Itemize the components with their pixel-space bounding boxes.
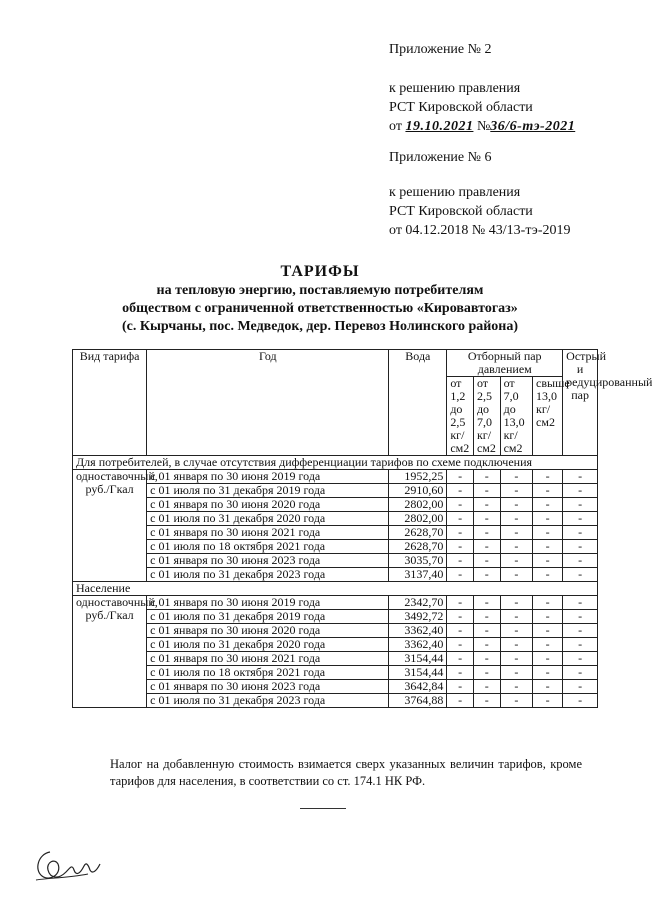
dash-cell: -: [533, 610, 563, 624]
dash-cell: -: [473, 652, 500, 666]
period-cell: с 01 июля по 31 декабря 2023 года: [147, 568, 389, 582]
dash-cell: -: [533, 498, 563, 512]
table-row: [73, 540, 598, 554]
voda-cell: 2628,70: [389, 526, 447, 540]
dash-cell: -: [533, 596, 563, 610]
decision6-line-1: к решению правления: [389, 185, 521, 200]
dash-cell: -: [473, 666, 500, 680]
table-row: [73, 624, 598, 638]
dash-cell: -: [563, 638, 598, 652]
dash-cell: -: [563, 610, 598, 624]
period-cell: с 01 июля по 31 декабря 2023 года: [147, 694, 389, 708]
dash-cell: -: [447, 470, 474, 484]
table-row: [73, 498, 598, 512]
dash-cell: -: [500, 498, 532, 512]
section-population: Население: [73, 582, 598, 596]
period-cell: с 01 июля по 31 декабря 2019 года: [147, 484, 389, 498]
vat-note: Налог на добавленную стоимость взимается сверх указанных величин тарифов, кроме тарифов для населения, в соответствии со ст. 174.1 НК РФ.: [110, 757, 582, 788]
decision6-line-3: от 04.12.2018 № 43/13-тэ-2019: [389, 223, 571, 238]
dash-cell: -: [563, 540, 598, 554]
dash-cell: -: [500, 624, 532, 638]
title-line-3: (с. Кырчаны, пос. Медведок, дер. Перевоз Нолинского района): [121, 319, 519, 334]
table-row: [73, 680, 598, 694]
period-cell: с 01 июля по 18 октября 2021 года: [147, 666, 389, 680]
period-cell: с 01 января по 30 июня 2020 года: [147, 624, 389, 638]
decision-ot: от: [389, 119, 402, 134]
dash-cell: -: [500, 540, 532, 554]
dash-cell: -: [563, 498, 598, 512]
dash-cell: -: [447, 526, 474, 540]
period-cell: с 01 июля по 18 октября 2021 года: [147, 540, 389, 554]
appendix-6-decision: [389, 183, 570, 240]
decision-line-2: РСТ Кировской области: [389, 100, 533, 115]
dash-cell: -: [447, 694, 474, 708]
voda-cell: 3154,44: [389, 652, 447, 666]
header-p1: от 1,2 до 2,5 кг/см2: [447, 377, 474, 456]
dash-cell: -: [563, 666, 598, 680]
dash-cell: -: [533, 652, 563, 666]
dash-cell: -: [447, 610, 474, 624]
dash-cell: -: [500, 610, 532, 624]
title-main: ТАРИФЫ: [280, 263, 360, 280]
header-p4: свыше 13,0 кг/см2: [533, 377, 563, 456]
dash-cell: -: [563, 680, 598, 694]
dash-cell: -: [473, 680, 500, 694]
table-row: [73, 666, 598, 680]
period-cell: с 01 января по 30 июня 2023 года: [147, 554, 389, 568]
dash-cell: -: [500, 638, 532, 652]
appendix-6-block: [389, 148, 492, 167]
header-p2: от 2,5 до 7,0 кг/см2: [473, 377, 500, 456]
decision-date: 19.10.2021: [405, 119, 474, 134]
dash-cell: -: [447, 540, 474, 554]
voda-cell: 3492,72: [389, 610, 447, 624]
dash-cell: -: [447, 498, 474, 512]
voda-cell: 2910,60: [389, 484, 447, 498]
dash-cell: -: [533, 638, 563, 652]
header-vid: Вид тарифа: [73, 350, 147, 456]
period-cell: с 01 января по 30 июня 2021 года: [147, 652, 389, 666]
dash-cell: -: [473, 568, 500, 582]
dash-cell: -: [500, 652, 532, 666]
dash-cell: -: [533, 554, 563, 568]
dash-cell: -: [533, 680, 563, 694]
dash-cell: -: [473, 554, 500, 568]
period-cell: с 01 июля по 31 декабря 2020 года: [147, 512, 389, 526]
dash-cell: -: [500, 484, 532, 498]
title-line-2: обществом с ограниченной ответственностью «Кировавтогаз»: [122, 301, 518, 316]
population-unit: одноставочный, руб./Гкал: [73, 596, 147, 708]
header-otbor: Отборный пар давлением: [447, 350, 563, 377]
dash-cell: -: [473, 526, 500, 540]
table-row: [73, 526, 598, 540]
dash-cell: -: [473, 484, 500, 498]
dash-cell: -: [533, 694, 563, 708]
voda-cell: 3362,40: [389, 638, 447, 652]
dash-cell: -: [500, 680, 532, 694]
dash-cell: -: [533, 512, 563, 526]
dash-cell: -: [447, 512, 474, 526]
dash-cell: -: [500, 666, 532, 680]
header-god: Год: [147, 350, 389, 456]
header-ost: Острый и редуцированный пар: [563, 350, 598, 456]
dash-cell: -: [500, 694, 532, 708]
voda-cell: 3154,44: [389, 666, 447, 680]
dash-cell: -: [447, 624, 474, 638]
section-general: Для потребителей, в случае отсутствия дифференциации тарифов по схеме подключения: [73, 456, 598, 470]
dash-cell: -: [473, 540, 500, 554]
voda-cell: 3764,88: [389, 694, 447, 708]
header-p3: от 7,0 до 13,0 кг/см2: [500, 377, 532, 456]
voda-cell: 3642,84: [389, 680, 447, 694]
appendix-6-label: Приложение № 6: [389, 150, 492, 165]
header-voda: Вода: [389, 350, 447, 456]
dash-cell: -: [533, 540, 563, 554]
table-row: [73, 554, 598, 568]
appendix-2-block: [389, 40, 492, 59]
general-unit: одноставочный, руб./Гкал: [73, 470, 147, 582]
voda-cell: 3362,40: [389, 624, 447, 638]
dash-cell: -: [533, 568, 563, 582]
decision-line-1: к решению правления: [389, 81, 521, 96]
period-cell: с 01 июля по 31 декабря 2019 года: [147, 610, 389, 624]
table-row: [73, 568, 598, 582]
decision-num-sign: №: [476, 119, 491, 134]
dash-cell: -: [500, 554, 532, 568]
voda-cell: 2802,00: [389, 498, 447, 512]
decision6-line-2: РСТ Кировской области: [389, 204, 533, 219]
table-row: [73, 694, 598, 708]
dash-cell: -: [563, 624, 598, 638]
dash-cell: -: [473, 610, 500, 624]
dash-cell: -: [563, 568, 598, 582]
dash-cell: -: [500, 568, 532, 582]
dash-cell: -: [473, 694, 500, 708]
dash-cell: -: [563, 526, 598, 540]
decision-number: 36/6-тэ-2021: [490, 119, 576, 134]
period-cell: с 01 января по 30 июня 2019 года: [147, 596, 389, 610]
dash-cell: -: [447, 484, 474, 498]
dash-cell: -: [500, 512, 532, 526]
dash-cell: -: [473, 498, 500, 512]
appendix-2-decision: [389, 79, 575, 136]
appendix-2-label: Приложение № 2: [389, 42, 492, 57]
dash-cell: -: [500, 470, 532, 484]
dash-cell: -: [473, 596, 500, 610]
period-cell: с 01 января по 30 июня 2019 года: [147, 470, 389, 484]
dash-cell: -: [533, 526, 563, 540]
table-row: [73, 652, 598, 666]
voda-cell: 3137,40: [389, 568, 447, 582]
title-line-1: на тепловую энергию, поставляемую потребителям: [156, 283, 484, 298]
period-cell: с 01 июля по 31 декабря 2020 года: [147, 638, 389, 652]
dash-cell: -: [563, 596, 598, 610]
table-row: [73, 638, 598, 652]
dash-cell: -: [473, 512, 500, 526]
table-row: [73, 610, 598, 624]
voda-cell: 1952,25: [389, 470, 447, 484]
dash-cell: -: [563, 652, 598, 666]
voda-cell: 2342,70: [389, 596, 447, 610]
dash-cell: -: [473, 638, 500, 652]
dash-cell: -: [563, 512, 598, 526]
table-row: [73, 470, 598, 484]
dash-cell: -: [563, 694, 598, 708]
voda-cell: 2628,70: [389, 540, 447, 554]
dash-cell: -: [533, 470, 563, 484]
dash-cell: -: [563, 470, 598, 484]
period-cell: с 01 января по 30 июня 2023 года: [147, 680, 389, 694]
table-row: [73, 484, 598, 498]
dash-cell: -: [500, 526, 532, 540]
dash-cell: -: [533, 666, 563, 680]
tariff-table: [72, 349, 652, 708]
dash-cell: -: [500, 596, 532, 610]
divider-line: [300, 808, 346, 809]
voda-cell: 3035,70: [389, 554, 447, 568]
dash-cell: -: [563, 484, 598, 498]
dash-cell: -: [447, 652, 474, 666]
dash-cell: -: [447, 680, 474, 694]
table-row: [73, 596, 598, 610]
dash-cell: -: [533, 624, 563, 638]
period-cell: с 01 января по 30 июня 2021 года: [147, 526, 389, 540]
dash-cell: -: [447, 568, 474, 582]
document-title: [60, 262, 580, 336]
signature: [28, 840, 108, 895]
period-cell: с 01 января по 30 июня 2020 года: [147, 498, 389, 512]
table-row: [73, 512, 598, 526]
voda-cell: 2802,00: [389, 512, 447, 526]
dash-cell: -: [447, 554, 474, 568]
dash-cell: -: [473, 470, 500, 484]
dash-cell: -: [473, 624, 500, 638]
dash-cell: -: [447, 596, 474, 610]
dash-cell: -: [447, 638, 474, 652]
dash-cell: -: [447, 666, 474, 680]
dash-cell: -: [533, 484, 563, 498]
dash-cell: -: [563, 554, 598, 568]
decision-line-3: [389, 117, 575, 136]
